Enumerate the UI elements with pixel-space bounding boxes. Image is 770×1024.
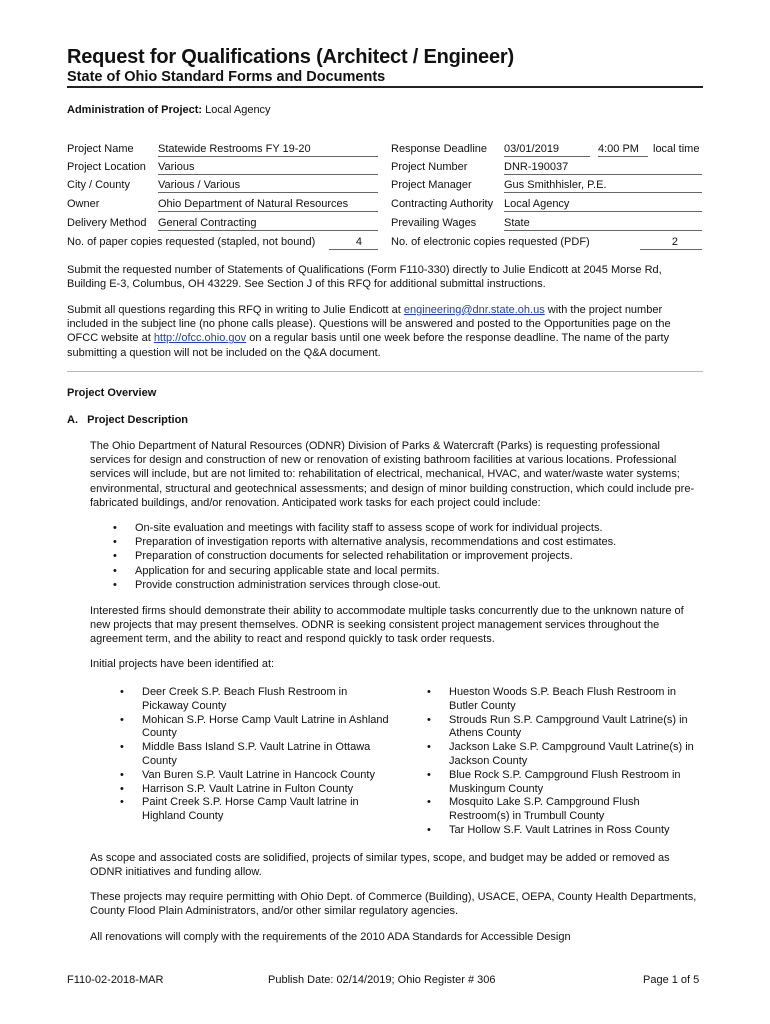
page-subtitle: State of Ohio Standard Forms and Documents (67, 69, 386, 85)
bullet-icon: • (113, 536, 117, 549)
firms-paragraph: Interested firms should demonstrate their ability to accommodate multiple tasks concurrently due to the unknown nature of new projects that may present themselves. ODNR is seeking consistent project management services throughout the agreement term, and the ability to react and respond quickly to task order requests. (90, 605, 684, 646)
scope-paragraph: As scope and associated costs are solidified, projects of similar types, scope, and budget may be added or removed as ODNR initiatives and funding allow. (90, 852, 670, 879)
label-paper-copies: No. of paper copies requested (stapled, not bound) (67, 236, 316, 248)
footer-form-number: F110-02-2018-MAR (67, 974, 164, 986)
bullet-icon: • (120, 768, 124, 781)
field-project-manager[interactable]: Gus Smithhisler, P.E. (504, 178, 702, 193)
field-contracting-authority[interactable]: Local Agency (504, 197, 702, 212)
project-item (118, 783, 396, 797)
task-list-item (90, 578, 703, 592)
local-time-suffix: local time (653, 143, 700, 155)
project-item (118, 796, 396, 824)
bullet-icon: • (120, 741, 124, 754)
bullet-icon: • (427, 768, 431, 781)
label-delivery-method: Delivery Method (67, 217, 147, 229)
project-text: Tar Hollow S.F. Vault Latrines in Ross County (449, 823, 670, 836)
ofcc-website-link[interactable]: http://ofcc.ohio.gov (153, 332, 247, 345)
label-prevailing-wages: Prevailing Wages (391, 217, 477, 229)
field-project-number[interactable]: DNR-190037 (504, 160, 702, 175)
task-list-item (90, 549, 703, 563)
bullet-icon: • (427, 713, 431, 726)
label-electronic-copies: No. of electronic copies requested (PDF) (391, 236, 590, 248)
submit-paragraph: Submit the requested number of Statements of Qualifications (Form F110-330) directly to Julie Endicott at 2045 Morse Rd, Building E-3, Columbus, OH 43229. See Section J of this RFQ for additional submittal instructions. (67, 264, 662, 291)
project-item (425, 769, 703, 797)
field-response-time[interactable]: 4:00 PM (598, 142, 648, 157)
project-item (425, 741, 703, 769)
administration-line (67, 104, 271, 116)
questions-text-3: on a regular basis until one week before the response deadline. The name of the party submitting a question will not be included on the Q&A document. (67, 332, 670, 359)
electronic-copies-value: 2 (671, 236, 678, 248)
email-link[interactable]: engineering@dnr.state.oh.us (403, 304, 545, 316)
project-text: Mosquito Lake S.P. Campground Flush Restroom(s) in Trumbull County (449, 796, 640, 823)
field-project-name[interactable]: Statewide Restrooms FY 19-20 (158, 142, 378, 157)
bullet-icon: • (427, 686, 431, 698)
label-project-name: Project Name (67, 143, 134, 155)
field-electronic-copies[interactable] (640, 235, 702, 250)
field-city-county[interactable]: Various / Various (158, 178, 378, 193)
task-text: Preparation of construction documents for selected rehabilitation or improvement projects. (135, 550, 573, 563)
bullet-icon: • (427, 741, 431, 754)
administration-label: Administration of Project: (67, 104, 203, 116)
label-project-location: Project Location (67, 161, 146, 173)
section-a-heading: A. Project Description (67, 414, 189, 426)
project-text: Paint Creek S.P. Horse Camp Vault latrine in Highland County (142, 796, 359, 823)
project-text: Mohican S.P. Horse Camp Vault Latrine in Ashland County (142, 713, 389, 740)
project-text: Harrison S.P. Vault Latrine in Fulton County (142, 782, 354, 795)
projects-list-left (118, 686, 396, 824)
task-list-item (90, 521, 703, 535)
field-prevailing-wages[interactable]: State (504, 216, 702, 231)
label-project-number: Project Number (391, 161, 468, 173)
initial-projects-intro: Initial projects have been identified at: (90, 658, 275, 670)
task-list-item (90, 564, 703, 578)
field-owner[interactable]: Ohio Department of Natural Resources (158, 197, 378, 212)
task-text: Provide construction administration services through close-out. (135, 578, 441, 591)
footer-publish-date: Publish Date: 02/14/2019; Ohio Register # 306 (268, 974, 496, 986)
task-text: Preparation of investigation reports with alternative analysis, recommendations and cost estimates. (135, 536, 617, 549)
bullet-icon: • (113, 578, 117, 591)
section-divider (67, 371, 703, 372)
project-text: Strouds Run S.P. Campground Vault Latrine(s) in Athens County (449, 713, 688, 740)
project-item (118, 714, 396, 742)
bullet-icon: • (120, 686, 124, 698)
project-item (118, 686, 396, 714)
label-contracting-authority: Contracting Authority (391, 198, 494, 210)
bullet-icon: • (113, 550, 117, 563)
task-list-item (90, 535, 703, 549)
project-text: Jackson Lake S.P. Campground Vault Latrine(s) in Jackson County (449, 741, 694, 767)
label-owner: Owner (67, 198, 100, 210)
field-response-date[interactable]: 03/01/2019 (504, 142, 590, 157)
header-rule (67, 86, 703, 88)
field-project-location[interactable]: Various (158, 160, 378, 175)
bullet-icon: • (120, 782, 124, 795)
project-text: Hueston Woods S.P. Beach Flush Restroom in Butler County (449, 686, 677, 712)
label-project-manager: Project Manager (391, 179, 472, 191)
bullet-icon: • (427, 823, 431, 836)
task-text: Application for and securing applicable state and local permits. (135, 564, 440, 577)
project-text: Deer Creek S.P. Beach Flush Restroom in Pickaway County (142, 686, 348, 712)
questions-text-1: Submit all questions regarding this RFQ in writing to Julie Endicott at (67, 304, 404, 316)
project-item (118, 741, 396, 769)
field-delivery-method[interactable]: General Contracting (158, 216, 378, 231)
ada-paragraph: All renovations will comply with the requirements of the 2010 ADA Standards for Accessible Design (90, 931, 571, 943)
project-text: Van Buren S.P. Vault Latrine in Hancock County (142, 768, 375, 781)
project-item (425, 686, 703, 714)
bullet-icon: • (120, 796, 124, 809)
project-item (425, 796, 703, 824)
task-text: On-site evaluation and meetings with facility staff to assess scope of work for individual projects. (135, 522, 603, 534)
project-description-paragraph: The Ohio Department of Natural Resources (ODNR) Division of Parks & Watercraft (Parks) is requesting professional services for design and construction of new or renovation of existing bathroom facilities at various locations. Professional services will include, but are not limited to: rehabilitation of electrical, mechanical, HVAC, and water/waste water systems; environmental, structural and geotechnical assessments; and design of minor building construction, which could include pre-fabricated buildings, and/or renovation. Anticipated work tasks for each project could include: (90, 440, 695, 509)
paper-copies-value: 4 (355, 236, 362, 248)
project-text: Middle Bass Island S.P. Vault Latrine in Ottawa County (142, 741, 371, 767)
task-list (90, 521, 703, 592)
field-paper-copies[interactable] (329, 235, 378, 250)
bullet-icon: • (120, 713, 124, 726)
questions-text-2: with the project number included in the subject line (no phone calls please). Questions will be answered and posted to the Opportunities page on the OFCC website at (67, 304, 671, 345)
administration-value: Local Agency (205, 104, 271, 116)
label-response-deadline: Response Deadline (391, 143, 488, 155)
project-text: Blue Rock S.P. Campground Flush Restroom in Muskingum County (449, 768, 681, 795)
project-item (425, 824, 703, 838)
bullet-icon: • (113, 522, 117, 534)
page-title: Request for Qualifications (Architect / Engineer) (67, 46, 514, 68)
questions-paragraph (67, 303, 703, 360)
project-item (118, 769, 396, 783)
permits-paragraph: These projects may require permitting with Ohio Dept. of Commerce (Building), USACE, OEPA, County Health Departments, County Flood Plain Administrators, and/or other similar regulatory agencies. (90, 891, 697, 918)
projects-list-right (425, 686, 703, 838)
project-item (425, 714, 703, 742)
bullet-icon: • (113, 564, 117, 577)
footer-page-number: Page 1 of 5 (643, 974, 700, 986)
project-overview-heading: Project Overview (67, 387, 157, 399)
bullet-icon: • (427, 796, 431, 809)
label-city-county: City / County (67, 179, 130, 191)
